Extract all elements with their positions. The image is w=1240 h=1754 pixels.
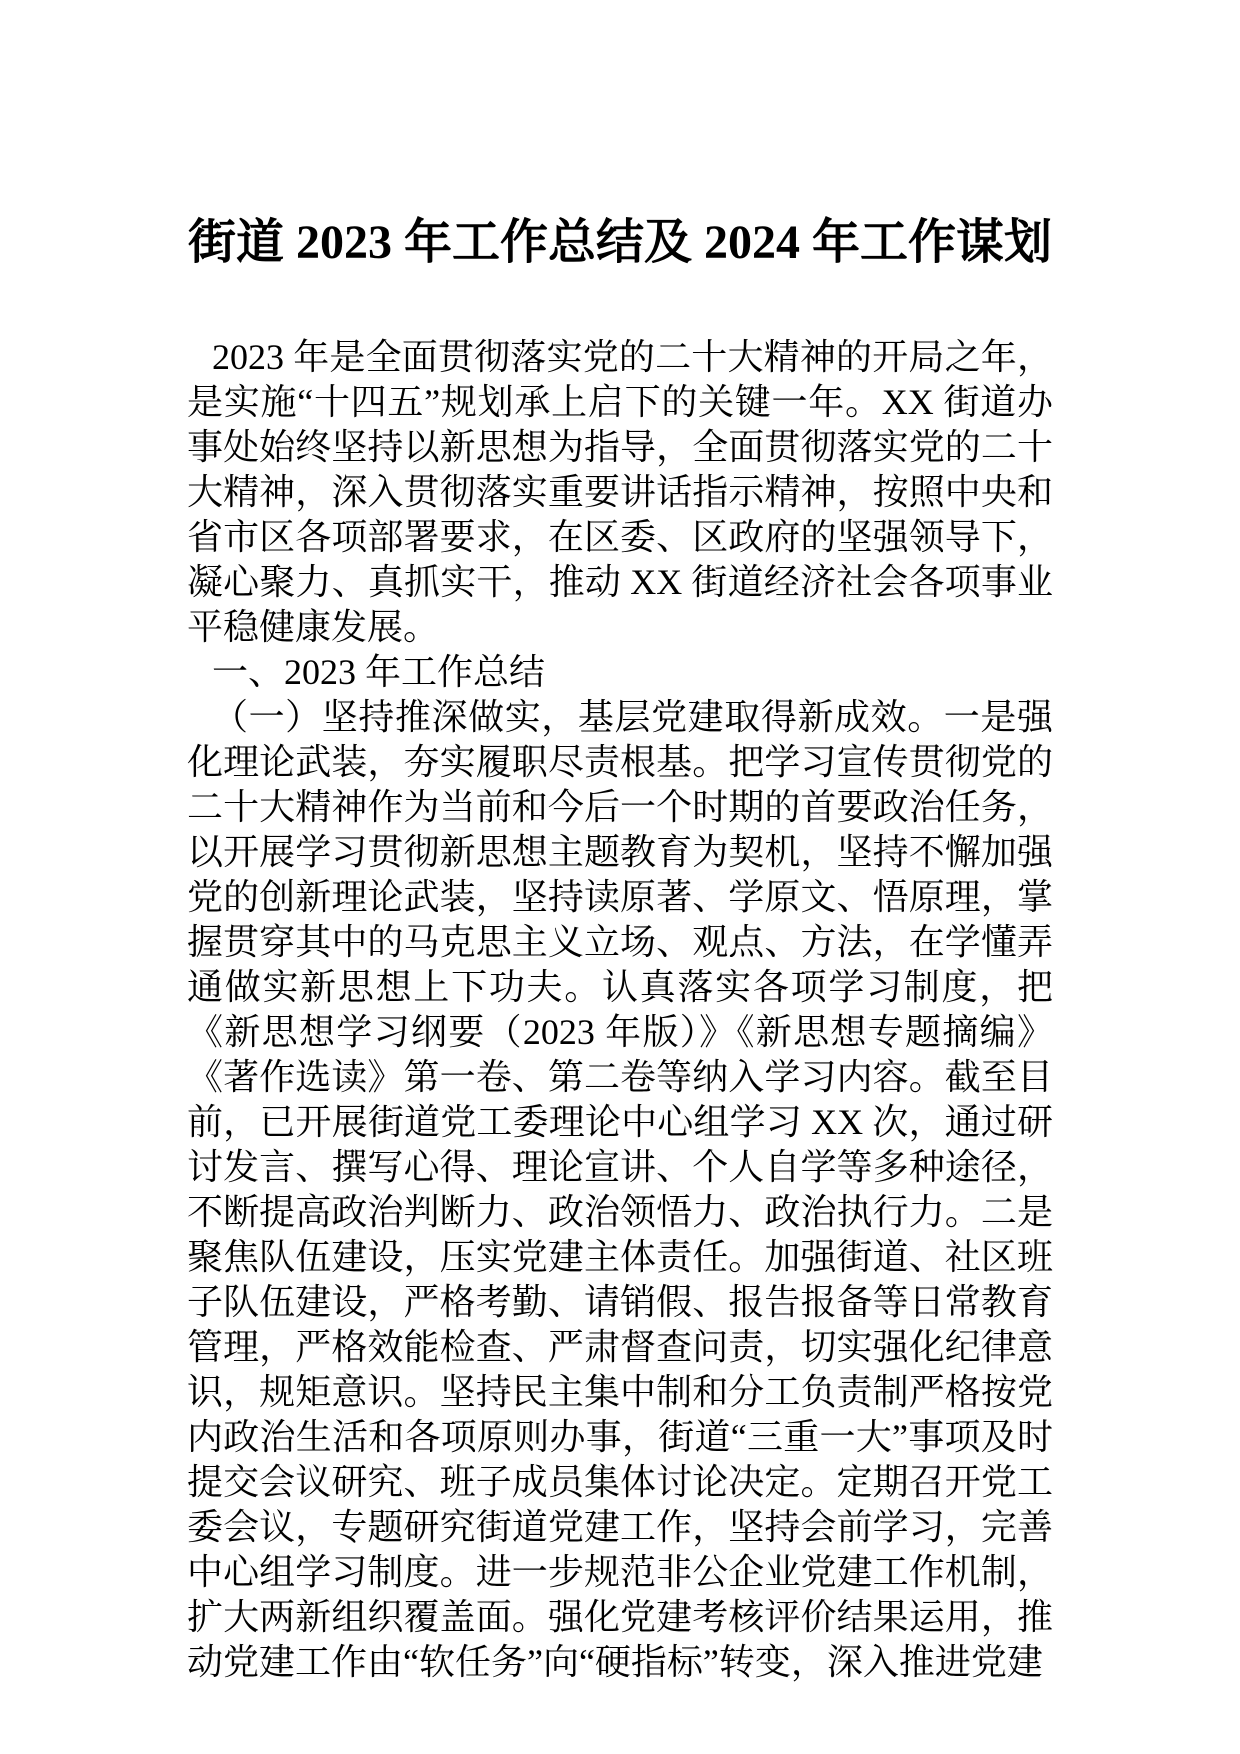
section-heading-2023-work-summary: 一、2023 年工作总结 (212, 652, 546, 692)
document-body (187, 335, 1053, 1685)
document-title: 街道 2023 年工作总结及 2024 年工作谋划 (187, 216, 1052, 269)
paragraph-section-one-party-building: （一）坚持推深做实，基层党建取得新成效。一是强化理论武装，夯实履职尽责根基。把学习宣传贯彻党的二十大精神作为当前和今后一个时期的首要政治任务，以开展学习贯彻新思想主题教育为契机，坚持不懈加强党的创新理论武装，坚持读原著、学原文、悟原理，掌握贯穿其中的马克思主义立场、观点、方法，在学懂弄通做实新思想上下功夫。认真落实各项学习制度，把《新思想学习纲要（2023 年版）》《新思想专题摘编》《著作选读》第一卷、第二卷等纳入学习内容。截至目前，已开展街道党工委理论中心组学习 XX 次，通过研讨发言、撰写心得、理论宣讲、个人自学等多种途径，不断提高政治判断力、政治领悟力、政治执行力。二是聚焦队伍建设，压实党建主体责任。加强街道、社区班子队伍建设，严格考勤、请销假、报告报备等日常教育管理，严格效能检查、严肃督查问责，切实强化纪律意识，规矩意识。坚持民主集中制和分工负责制严格按党内政治生活和各项原则办事，街道“三重一大”事项及时提交会议研究、班子成员集体讨论决定。定期召开党工委会议，专题研究街道党建工作，坚持会前学习，完善中心组学习制度。进一步规范非公企业党建工作机制，扩大两新组织覆盖面。强化党建考核评价结果运用，推动党建工作由“软任务”向“硬指标”转变，深入推进党建 (187, 697, 1053, 1682)
paragraph-introduction: 2023 年是全面贯彻落实党的二十大精神的开局之年，是实施“十四五”规划承上启下的关键一年。XX 街道办事处始终坚持以新思想为指导，全面贯彻落实党的二十大精神，深入贯彻落实重要讲话指示精神，按照中央和省市区各项部署要求，在区委、区政府的坚强领导下，凝心聚力、真抓实干，推动 XX 街道经济社会各项事业平稳健康发展。 (187, 337, 1053, 647)
